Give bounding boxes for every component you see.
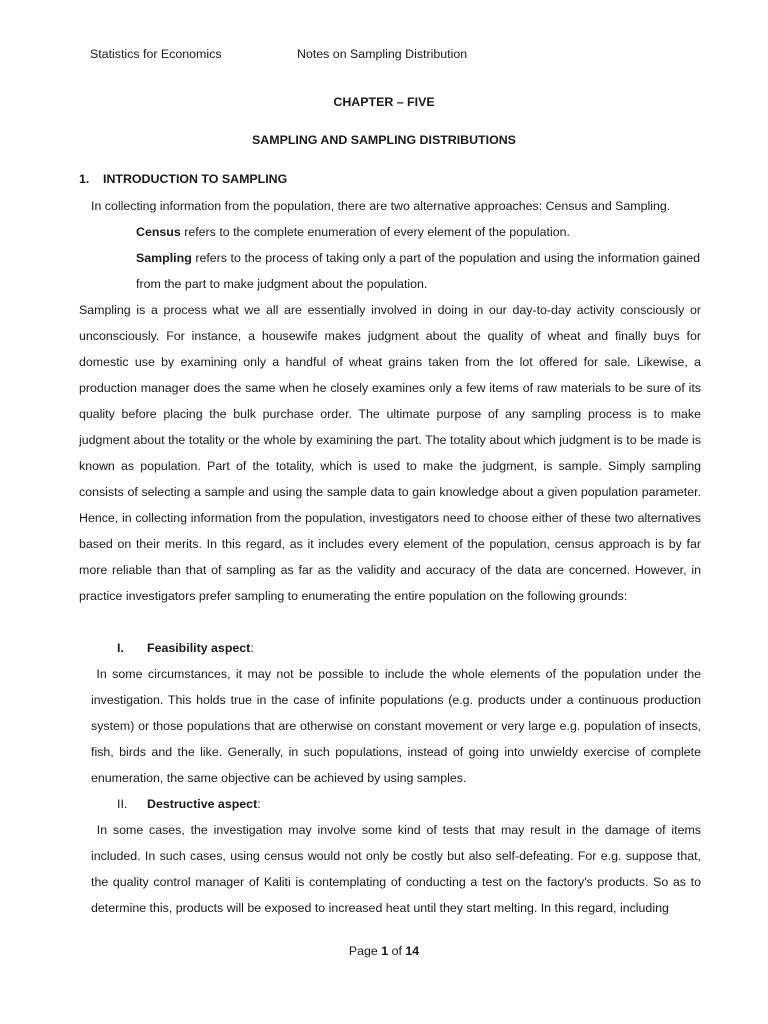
header-notes-title: Notes on Sampling Distribution	[297, 47, 468, 61]
feasibility-text: In some circumstances, it may not be possible to include the whole elements of the population under the investigation. This holds true in the case of infinite populations (e.g. products under a continuous production system) or those populations that are otherwise on constant movement or very large e.g. population of insects, fish, birds and the like. Generally, in such populations, instead of going into unwieldy exercise of complete enumeration, the same objective can be achieved by using samples.	[91, 667, 701, 785]
footer-middle: of	[388, 944, 406, 958]
destructive-paragraph	[91, 817, 701, 921]
chapter-title: SAMPLING AND SAMPLING DISTRIBUTIONS	[252, 133, 516, 147]
census-term: Census	[136, 225, 181, 239]
main-paragraph: Sampling is a process what we all are essentially involved in doing in our day-to-day activity consciously or unconsciously. For instance, a housewife makes judgment about the quality of wheat and finally buys for domestic use by examining only a handful of wheat grains taken from the lot offered for sale. Likewise, a production manager does the same when he closely examines only a few items of raw materials to be sure of its quality before placing the bulk purchase order. The ultimate purpose of any sampling process is to make judgment about the totality or the whole by examining the part. The totality about which judgment is to be made is known as population. Part of the totality, which is used to make the judgment, is sample. Simply sampling consists of selecting a sample and using the sample data to gain knowledge about a given population parameter. Hence, in collecting information from the population, investigators need to choose either of these two alternatives based on their merits. In this regard, as it includes every element of the population, census approach is by far more reliable than that of sampling as far as the validity and accuracy of the data are concerned. However, in practice investigators prefer sampling to enumerating the entire population on the following grounds:	[79, 303, 701, 603]
sampling-term: Sampling	[136, 251, 192, 265]
header-course-title: Statistics for Economics	[90, 47, 222, 61]
section-title: INTRODUCTION TO SAMPLING	[103, 172, 288, 186]
intro-paragraph: In collecting information from the population, there are two alternative approaches: Census and Sampling.	[91, 199, 671, 213]
destructive-heading	[117, 797, 261, 811]
destructive-colon: :	[257, 797, 261, 811]
feasibility-colon: :	[250, 641, 254, 655]
feasibility-heading	[117, 641, 254, 655]
footer-total-pages: 14	[405, 944, 420, 958]
destructive-text: In some cases, the investigation may involve some kind of tests that may result in the damage of items included. In such cases, using census would not only be costly but also self-defeating. For e.g. suppose that, the quality control manager of Kaliti is contemplating of conducting a test on the factory's products. So as to determine this, products will be exposed to increased heat until they start melting. In this regard, including	[91, 823, 701, 915]
census-text: refers to the complete enumeration of every element of the population.	[180, 225, 570, 239]
chapter-heading: CHAPTER – FIVE	[333, 95, 435, 109]
feasibility-paragraph	[91, 661, 701, 791]
section-heading	[79, 172, 287, 186]
destructive-title: Destructive aspect	[147, 797, 258, 811]
feasibility-title: Feasibility aspect	[147, 641, 251, 655]
destructive-numeral: II.	[117, 797, 128, 811]
page-footer	[0, 944, 768, 958]
section-number: 1.	[79, 172, 90, 186]
sampling-text: refers to the process of taking only a part of the population and using the information gained from the part to make judgment about the population.	[136, 251, 700, 291]
sampling-definition	[136, 245, 700, 297]
footer-prefix: Page	[348, 944, 382, 958]
census-definition	[136, 219, 700, 245]
feasibility-numeral: I.	[117, 641, 124, 655]
footer-current-page: 1	[381, 944, 389, 958]
